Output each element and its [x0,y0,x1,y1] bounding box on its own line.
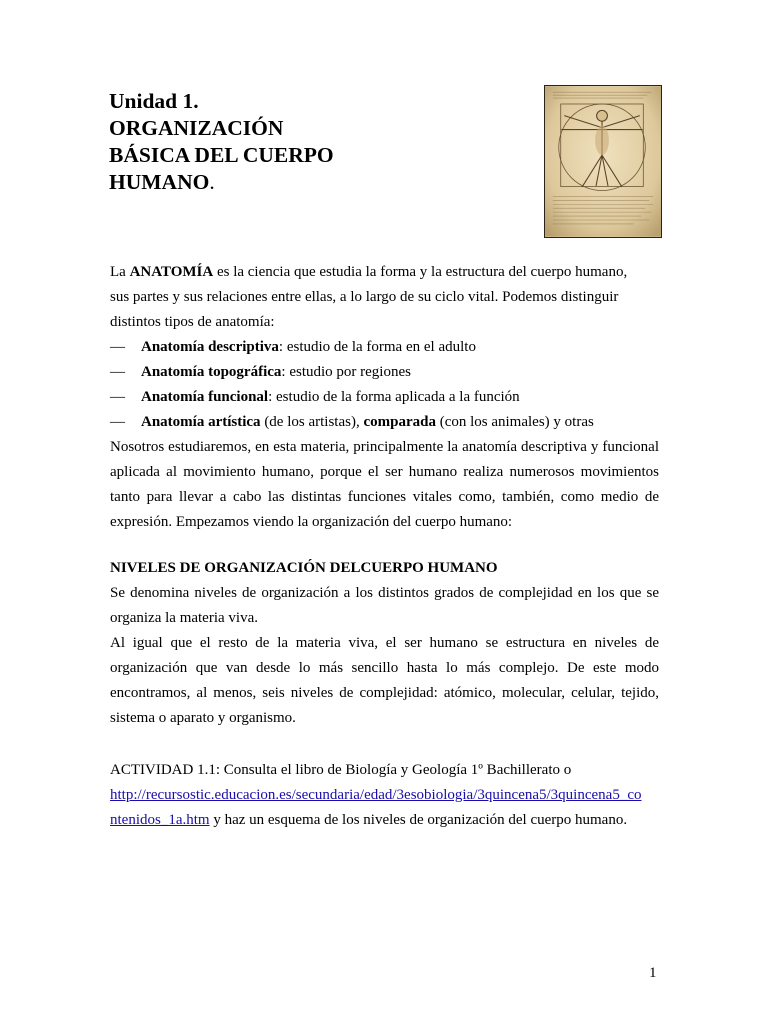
type-comparada: comparada [363,414,436,430]
activity-link-line [110,783,659,808]
dash-bullet: — [110,364,125,380]
activity-text: ACTIVIDAD 1.1: Consulta el libro de Biología y Geología 1º Bachillerato o [110,762,572,778]
unit-title-line-2: ORGANIZACIÓN [109,116,284,140]
paragraph-descriptiva-funcional: Nosotros estudiaremos, en esta materia, principalmente la anatomía descriptiva y funcional aplicada al movimiento humano, porque el ser humano realiza numerosos movimientos tanto para llevar a cabo las distintas funciones vitales como, también, como medio de expresión. Empezamos viendo la organización del cuerpo humano: [110,439,659,530]
anatomia-term: ANATOMÍA [129,264,214,280]
unit-title-line-1: Unidad 1. [109,89,199,113]
unit-title-period: . [209,170,215,194]
section-heading: NIVELES DE ORGANIZACIÓN DELCUERPO HUMANO [110,560,498,576]
intro-line-1 [110,260,659,285]
type-artistica-desc: (de los artistas), [260,414,364,430]
activity-link-part-1[interactable]: http://recursostic.educacion.es/secundaria/edad/3esobiologia/3quincena5/3quincena5_co [110,787,642,803]
dash-bullet: — [110,389,125,405]
page-number: 1 [649,965,657,981]
type-funcional: Anatomía funcional [141,389,269,405]
type-descriptiva-desc: : estudio de la forma en el adulto [278,339,476,355]
levels-section [110,556,659,731]
vitruvian-man-drawing-icon [545,86,661,237]
intro-la: La [110,264,130,280]
type-comparada-desc: (con los animales) y otras [435,414,594,430]
list-item [110,410,659,435]
type-topografica: Anatomía topográfica [141,364,282,380]
intro-line-2: sus partes y sus relaciones entre ellas, a lo largo de su ciclo vital. Podemos distinguir [110,289,619,305]
section-paragraph-1: Se denomina niveles de organización a los distintos grados de complejidad en los que se organiza la materia viva. [110,585,659,626]
unit-title-line-4 [109,169,429,196]
type-descriptiva: Anatomía descriptiva [141,339,279,355]
activity-link-part-2[interactable]: ntenidos_1a.htm [110,812,210,828]
activity-block [110,758,659,833]
list-item [110,360,659,385]
intro-line-3: distintos tipos de anatomía: [110,314,275,330]
activity-line-3 [110,808,659,833]
unit-title-line-4-text: HUMANO [109,170,210,194]
dash-bullet: — [110,414,125,430]
list-item [110,385,659,410]
type-funcional-desc: : estudio de la forma aplicada a la función [268,389,520,405]
intro-paragraph [110,260,659,535]
vitruvian-man-image [544,85,662,238]
type-topografica-desc: : estudio por regiones [281,364,411,380]
unit-title-line-3: BÁSICA DEL CUERPO [109,143,334,167]
section-paragraph-2: Al igual que el resto de la materia viva, el ser humano se estructura en niveles de organización que van desde lo más sencillo hasta lo más complejo. De este modo encontramos, al menos, seis niveles de complejidad: atómico, molecular, celular, tejido, sistema o aparato y organismo. [110,635,659,726]
dash-bullet: — [110,339,125,355]
unit-title [109,88,429,196]
activity-text-after: y haz un esquema de los niveles de organización del cuerpo humano. [209,812,628,828]
list-item [110,335,659,360]
intro-line-1-rest: es la ciencia que estudia la forma y la estructura del cuerpo humano, [213,264,628,280]
type-artistica: Anatomía artística [141,414,261,430]
